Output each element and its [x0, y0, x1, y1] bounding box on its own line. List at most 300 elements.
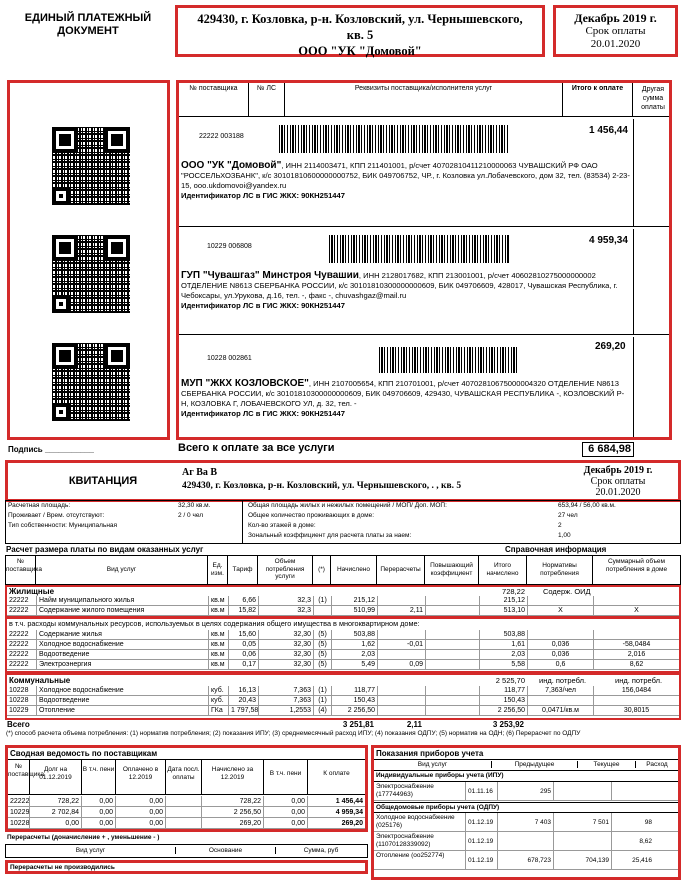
common-row [7, 660, 679, 670]
sh-charged: Начислено за 12.2019 [202, 760, 264, 795]
period: Декабрь 2019 г. [574, 11, 657, 25]
barcode-icon [279, 125, 509, 153]
recalc: 0,09 [378, 660, 426, 670]
charged: 2 256,50 [202, 807, 264, 818]
utilities-total: 2 525,70 [495, 676, 525, 685]
tariff: 15,60 [229, 630, 259, 640]
service-name: Водоотведение [37, 696, 209, 706]
info-value: 32,30 кв.м. [178, 502, 211, 509]
provider-gis-id: Идентификатор ЛС в ГИС ЖКХ: 90КН251447 [181, 409, 345, 418]
coef [426, 696, 480, 706]
provider-amount: 269,20 [595, 341, 626, 352]
total: 150,43 [480, 696, 528, 706]
method [314, 606, 332, 616]
col-requisites: Реквизиты поставщика/исполнителя услуг [285, 83, 563, 117]
housing-label: Жилищные [9, 587, 55, 596]
norm [528, 630, 594, 640]
provider-code: 22222 [7, 596, 37, 606]
house-volume [594, 630, 679, 640]
barcode-icon [329, 235, 509, 263]
summary-block [5, 745, 368, 832]
sh-fine2: В т.ч. пени [264, 760, 308, 795]
charged: 269,20 [202, 818, 264, 829]
payer-address-box [175, 5, 545, 57]
paid: 0,00 [116, 818, 166, 829]
provider-code: 22222 [7, 640, 37, 650]
service-name: Водоотведение [37, 650, 209, 660]
charged: 2,03 [332, 650, 378, 660]
tariff: 0,17 [229, 660, 259, 670]
coef [426, 650, 480, 660]
meter-previous [498, 832, 554, 851]
col-provider-no: № поставщика [179, 83, 249, 117]
provider-details [181, 161, 631, 201]
summary-headers [8, 759, 365, 795]
debt: 2 702,84 [30, 807, 82, 818]
info-value: 653,94 / 56,00 кв.м. [558, 502, 616, 509]
meter-service: Холодное водоснабжение (025176) [374, 813, 466, 832]
service-name: Найм муниципального жилья [37, 596, 209, 606]
fine2: 0,00 [264, 807, 308, 818]
meter-common-rows [374, 813, 678, 870]
total: 1,61 [480, 640, 528, 650]
info-label: Проживает / Врем. отсутствуют: [8, 512, 105, 519]
recalc [378, 650, 426, 660]
tariff: 0,05 [229, 640, 259, 650]
house-volume: 8,62 [629, 661, 644, 668]
calc-headers [5, 555, 681, 585]
doc-title [8, 12, 168, 38]
provider-code: 22222 [7, 606, 37, 616]
unit: куб. [209, 686, 229, 696]
meter-consumption: 25,416 [632, 857, 652, 864]
norm: 0,036 [528, 650, 594, 660]
due-date: 20.01.2020 [590, 38, 641, 50]
rh-service: Вид услуг [6, 847, 176, 854]
house-volume [594, 596, 679, 606]
meter-current: 704,139 [554, 851, 612, 870]
unit: кв.м [209, 660, 229, 670]
housing-row [7, 596, 679, 606]
mh-previous: Предыдущее [492, 761, 578, 768]
doc-title-line2: ДОКУМЕНТ [57, 25, 119, 37]
col-total: Итого к оплате [563, 83, 633, 117]
qr-code-icon [52, 343, 130, 421]
mh-service: Вид услуг [374, 761, 492, 768]
common-row [7, 650, 679, 660]
tariff: 6,66 [229, 596, 259, 606]
charged: 215,12 [332, 596, 378, 606]
provider-requisites: , ИНН 2114003471, КПП 211401001, р/счет 40702810411210000063 ЧУВАШСКИЙ РФ ОАО "РОССЕЛЬХОЗБАНК", к/с 30101810600000000752, БИК 049706752, ЧР., г. Козловка ул.Лобачевского, дом 32, тел. (83534) 2-23-15, ooo.ukdomovoi@yandex.ru [181, 161, 630, 190]
norm: 0,6 [528, 660, 594, 670]
h-unit: Ед. изм. [208, 556, 228, 584]
method: (1) [314, 696, 332, 706]
receipt-period [563, 465, 673, 498]
info-label: Расчетная площадь: [8, 502, 71, 509]
method: (5) [314, 640, 332, 650]
unit: кв.м [209, 606, 229, 616]
housing-block [5, 585, 681, 617]
coef [426, 686, 480, 696]
recalc-headers [5, 844, 368, 858]
common-rows [7, 630, 679, 670]
due-label: Срок оплаты [585, 25, 646, 37]
volume: 1,2553 [259, 706, 314, 716]
info-label: Общая площадь жилых и нежилых помещений / МОП/ Доп. МОП: [248, 502, 447, 509]
receipt-title: КВИТАНЦИЯ [68, 475, 138, 487]
debt: 728,22 [30, 796, 82, 807]
sh-fine: В т.ч. пени [82, 760, 116, 795]
charged: 5,49 [332, 660, 378, 670]
unit: кв.м [209, 640, 229, 650]
meters-block [371, 745, 681, 880]
charged: 728,22 [202, 796, 264, 807]
meter-row [374, 782, 678, 801]
service-name: Холодное водоснабжение [37, 640, 209, 650]
volume: 32,3 [259, 596, 314, 606]
payer-name: Аг Ва В [182, 467, 218, 478]
provider-number: 10229 006808 [207, 243, 252, 250]
meters-common-title: Общедомовые приборы учета (ОДПУ) [374, 802, 678, 813]
debt: 0,00 [30, 818, 82, 829]
last-payment [166, 807, 202, 818]
provider-code: 22222 [10, 798, 30, 805]
address-line2: кв. 5 [346, 28, 374, 42]
h-method: (*) [313, 556, 331, 584]
utility-row [7, 706, 679, 716]
h-total: Итого начислено [479, 556, 527, 584]
h-charged: Начислено [331, 556, 377, 584]
provider-code: 22222 [7, 650, 37, 660]
providers-header [179, 83, 669, 117]
meter-date: 01.12.19 [466, 851, 498, 870]
recalc-title: Перерасчеты (доначисление + , уменьшение - ) [7, 834, 160, 841]
fine2: 0,00 [264, 818, 308, 829]
provider-code: 10229 [10, 809, 30, 816]
fine2: 0,00 [264, 796, 308, 807]
total-label: Всего к оплате за все услуги [178, 442, 335, 454]
provider-row [179, 337, 669, 437]
col-other-sum: Другая сумма оплаты [641, 86, 665, 111]
total: 2 256,50 [480, 706, 528, 716]
doc-title-line1: ЕДИНЫЙ ПЛАТЕЖНЫЙ [24, 12, 152, 24]
housing-ref: Содерж. ОИД [543, 587, 591, 596]
unit: кв.м [209, 596, 229, 606]
service-name: Электроэнергия [37, 660, 209, 670]
qr-column [7, 80, 170, 440]
company-name: ООО "УК "Домовой" [298, 44, 422, 58]
meter-date: 01.12.19 [466, 813, 498, 832]
info-value: 2 [558, 522, 562, 529]
signature-label: Подпись ___________ [8, 445, 94, 454]
last-payment [166, 818, 202, 829]
volume: 32,30 [259, 630, 314, 640]
receipt-period-value: Декабрь 2019 г. [583, 465, 653, 476]
utility-row [7, 686, 679, 696]
meter-date: 01.12.19 [466, 832, 498, 851]
summary-row [8, 818, 365, 829]
footnote: (*) способ расчета объема потребления: (1) норматив потребления; (2) показания ИПУ; (3) среднемесячный расход ИПУ; (4) показания ОДПУ; (5) норматив на ОДН; (6) Перерасчет по ОДПУ [6, 730, 581, 737]
charged: 150,43 [332, 696, 378, 706]
common-label: в т.ч. расходы коммунальных ресурсов, используемых в целях содержания общего имущества в многоквартирном доме: [9, 619, 420, 628]
utilities-ref2: инд. потребл. [615, 676, 663, 685]
address-line1: 429430, г. Козловка, р-н. Козловский, ул. Чернышевского, [197, 12, 523, 26]
unit: кв.м [209, 630, 229, 640]
h-tariff: Тариф [228, 556, 258, 584]
provider-code: 10228 [10, 820, 30, 827]
qr-code-icon [52, 235, 130, 313]
meter-current [554, 782, 612, 801]
method: (5) [314, 630, 332, 640]
house-volume: 156,0484 [621, 687, 652, 694]
volume: 32,30 [259, 640, 314, 650]
rh-basis: Основание [176, 847, 276, 854]
meter-date: 01.11.16 [466, 782, 498, 801]
rh-sum: Сумма, руб [303, 847, 339, 854]
provider-row [179, 119, 669, 227]
coef [426, 630, 480, 640]
grand-charged: 3 251,81 [342, 720, 374, 729]
providers-block [176, 80, 672, 440]
provider-details [181, 379, 631, 419]
recalc [378, 686, 426, 696]
housing-total: 728,22 [502, 587, 525, 596]
period-box [553, 5, 678, 57]
house-volume: -58,0484 [622, 641, 651, 648]
coef [426, 706, 480, 716]
tariff: 16,13 [229, 686, 259, 696]
recalc [378, 706, 426, 716]
unit: кв.м [209, 650, 229, 660]
info-label: Тип собственности: Муниципальная [8, 522, 118, 529]
utilities-ref1: инд. потребл. [539, 676, 587, 685]
sh-debt: Долг на 01.12.2019 [30, 760, 82, 795]
tariff: 0,06 [229, 650, 259, 660]
unit: ГКа [209, 706, 229, 716]
common-block [5, 617, 681, 673]
service-name: Содержание жилого помещения [37, 606, 209, 616]
house-volume: Х [634, 607, 639, 614]
common-row [7, 630, 679, 640]
norm: Х [528, 606, 594, 616]
info-right [246, 501, 680, 543]
charged: 503,88 [332, 630, 378, 640]
house-volume: 30,8015 [623, 707, 650, 714]
service-name: Отопление [37, 706, 209, 716]
house-volume [594, 696, 679, 706]
tariff: 1 797,58 [231, 707, 259, 714]
provider-name: ГУП "Чувашгаз" Минстроя Чувашии [181, 270, 359, 281]
recalc [378, 596, 426, 606]
last-payment [166, 796, 202, 807]
norm: 7,363/чел [528, 686, 594, 696]
fine: 0,00 [82, 818, 116, 829]
method: (5) [314, 650, 332, 660]
info-value: 2 / 0 чел [178, 512, 204, 519]
receipt-header [5, 460, 681, 502]
coef [426, 596, 480, 606]
provider-name: МУП "ЖКХ КОЗЛОВСКОЕ" [181, 378, 309, 389]
to-pay: 269,20 [341, 820, 363, 827]
ref-title: Справочная информация [505, 545, 607, 554]
meter-row [374, 832, 678, 851]
sh-provider: № поставщика [8, 760, 30, 795]
provider-code: 22222 [7, 630, 37, 640]
grand-total: 3 253,92 [492, 720, 524, 729]
recalc: 2,11 [378, 606, 426, 616]
meter-consumption: 8,62 [639, 838, 652, 845]
to-pay: 1 456,44 [335, 798, 363, 805]
method: (1) [314, 686, 332, 696]
meter-current: 7 501 [554, 813, 612, 832]
volume: 7,363 [259, 696, 314, 706]
service-name: Содержание жилья [37, 630, 209, 640]
housing-rows [7, 596, 679, 616]
provider-gis-id: Идентификатор ЛС в ГИС ЖКХ: 90КН251447 [181, 301, 345, 310]
total: 215,12 [480, 596, 528, 606]
meter-service: Электроснабжение (11070128339092) [374, 832, 466, 851]
norm [528, 696, 594, 706]
divider [633, 337, 634, 437]
meters-title: Показания приборов учета [376, 749, 484, 758]
divider [633, 119, 634, 227]
meter-service: Отопление (оо252774) [374, 851, 466, 870]
h-coef: Повышающий коэффициент [425, 556, 479, 584]
info-block [5, 500, 681, 544]
volume: 32,30 [259, 660, 314, 670]
h-recalc: Перерасчеты [377, 556, 425, 584]
provider-code: 22222 [7, 660, 37, 670]
h-house-volume: Суммарный объем потребления в доме [605, 558, 668, 573]
method: (5) [314, 660, 332, 670]
utility-row [7, 696, 679, 706]
total: 5,58 [480, 660, 528, 670]
recalc-block [5, 834, 368, 880]
norm [528, 596, 594, 606]
tariff: 15,82 [229, 606, 259, 616]
provider-code: 10228 [7, 696, 37, 706]
housing-row [7, 606, 679, 616]
method: (4) [314, 706, 332, 716]
charged: 510,99 [332, 606, 378, 616]
volume: 7,363 [259, 686, 314, 696]
meter-row [374, 851, 678, 870]
provider-number: 10228 002861 [207, 355, 252, 362]
charged: 1,62 [332, 640, 378, 650]
recalc-none: Перерасчеты не производились [5, 860, 368, 874]
summary-row [8, 807, 365, 818]
provider-details [181, 271, 631, 311]
coef [426, 606, 480, 616]
grand-recalc: 2,11 [406, 720, 422, 729]
unit: куб. [209, 696, 229, 706]
meter-previous: 7 403 [498, 813, 554, 832]
coef [426, 660, 480, 670]
meter-current [554, 832, 612, 851]
summary-rows [8, 796, 365, 829]
fine: 0,00 [82, 796, 116, 807]
provider-code: 10228 [7, 686, 37, 696]
meters-ind-title: Индивидуальные приборы учета (ИПУ) [374, 771, 678, 782]
info-label: Кол-во этажей в доме: [248, 522, 316, 529]
divider [633, 229, 634, 335]
qr-code-icon [52, 127, 130, 205]
info-label: Зональный коэффициент для расчета платы за наем: [248, 532, 412, 539]
col-ls: № ЛС [249, 83, 285, 117]
paid: 0,00 [116, 807, 166, 818]
meter-previous: 678,723 [498, 851, 554, 870]
provider-row [179, 229, 669, 335]
common-row [7, 640, 679, 650]
total: 118,77 [480, 686, 528, 696]
coef [426, 640, 480, 650]
meter-previous: 295 [498, 782, 554, 801]
summary-title: Сводная ведомость по поставщикам [10, 749, 158, 758]
sh-to-pay: К оплате [323, 770, 350, 777]
mh-current: Текущее [578, 761, 636, 768]
method: (1) [314, 596, 332, 606]
recalc [378, 696, 426, 706]
volume: 32,3 [259, 606, 314, 616]
meter-consumption: 98 [644, 819, 652, 826]
provider-amount: 1 456,44 [589, 125, 628, 136]
provider-requisites: , ИНН 2128017682, КПП 213001001, р/счет 40602810275000000002 ОТДЕЛЕНИЕ N8613 СБЕРБАНКА РОССИИ, к/с 30101810300000000609, БИК 049706609, 428017, Чувашская Республика, г. Чебоксары, ул.Урукова, д.16, тел. -, факс -, chuvashgaz@mail.ru [181, 271, 618, 300]
h-service: Вид услуг [36, 556, 208, 584]
charged: 2 256,50 [332, 706, 378, 716]
meters-headers [374, 759, 678, 771]
payer-address: 429430, г. Козловка, р-н. Козловский, ул. Чернышевского, . , кв. 5 [182, 481, 462, 491]
to-pay: 4 959,34 [335, 809, 363, 816]
service-name: Холодное водоснабжение [37, 686, 209, 696]
fine: 0,00 [82, 807, 116, 818]
charged: 118,77 [332, 686, 378, 696]
h-norms: Нормативы потребления [527, 556, 593, 584]
utilities-block [5, 673, 681, 720]
barcode-icon [379, 347, 519, 373]
sh-paid: Оплачено в 12.2019 [116, 760, 166, 795]
norm: 0,036 [528, 640, 594, 650]
total: 503,88 [480, 630, 528, 640]
receipt-due-date: 20.01.2020 [595, 487, 641, 498]
sh-last-payment: Дата посл. оплаты [166, 760, 202, 795]
info-value: 27 чел [558, 512, 578, 519]
grand-total-row [5, 720, 681, 730]
norm: 0,0471/кв.м [528, 706, 594, 716]
recalc: -0,01 [378, 640, 426, 650]
provider-gis-id: Идентификатор ЛС в ГИС ЖКХ: 90КН251447 [181, 191, 345, 200]
volume: 32,30 [259, 650, 314, 660]
info-label: Общее количество проживающих в доме: [248, 512, 375, 519]
grand-label: Всего [7, 720, 30, 729]
meter-service: Электроснабжение (177744963) [374, 782, 466, 801]
info-value: 1,00 [558, 532, 571, 539]
provider-number: 22222 003188 [199, 133, 244, 140]
provider-code: 10229 [7, 706, 37, 716]
utility-rows [7, 686, 679, 716]
h-volume: Объем потребления услуги [258, 556, 313, 584]
meter-consumption [612, 782, 654, 801]
paid: 0,00 [116, 796, 166, 807]
total: 2,03 [480, 650, 528, 660]
tariff: 20,43 [229, 696, 259, 706]
utilities-label: Коммунальные [9, 676, 71, 685]
provider-amount: 4 959,34 [589, 235, 628, 246]
calc-title: Расчет размера платы по видам оказанных услуг [6, 545, 204, 554]
meter-row [374, 813, 678, 832]
provider-requisites: , ИНН 2107005654, КПП 210701001, р/счет 40702810675000004320 ОТДЕЛЕНИЕ N8613 СБЕРБАНКА РОССИИ, к/с 30101810300000000609, БИК 049706609, 429430, ЧУВАШСКАЯ РЕСПУБЛИКА -, КОЗЛОВСКИЙ Р-Н, КОЗЛОВКА Г, ЛОБАЧЕВСКОГО УЛ, д. 32, тел. - [181, 379, 625, 408]
meter-ind-rows [374, 782, 678, 801]
h-provider: № поставщика [6, 556, 36, 584]
